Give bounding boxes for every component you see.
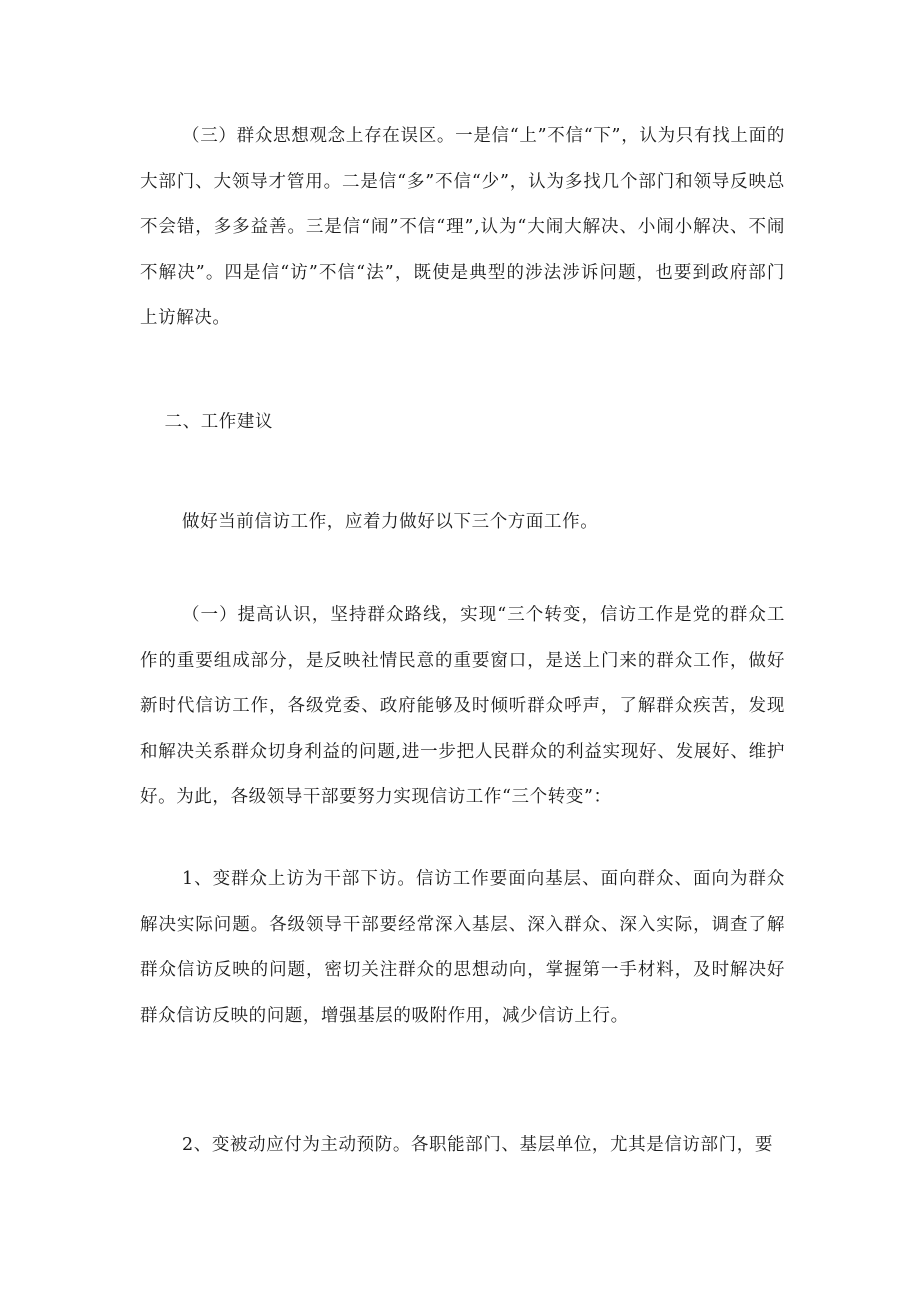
paragraph-raise-awareness: （一）提高认识，坚持群众路线，实现“三个转变，信访工作是党的群众工作的重要组成部分，是反映社情民意的重要窗口，是送上门来的群众工作，做好新时代信访工作，各级党委、政府能够及时倾听群众呼声，了解群众疾苦，发现和解决关系群众切身利益的问题,进一步把人民群众的利益实现好、发展好、维护好。为此，各级领导干部要努力实现信访工作“三个转变”：	[140, 605, 785, 807]
paragraph-mass-misconceptions: （三）群众思想观念上存在误区。一是信“上”不信“下”，认为只有找上面的大部门、大领导才管用。二是信“多”不信“少”，认为多找几个部门和领导反映总不会错，多多益善。三是信“闹”不信“理”,认为“大闹大解决、小闹小解决、不闹不解决”。四是信“访”不信“法”，既使是典型的涉法涉诉问题，也要到政府部门上访解决。	[140, 126, 785, 328]
paragraph-item-2: 2、变被动应付为主动预防。各职能部门、基层单位，尤其是信访部门，要	[182, 1135, 773, 1155]
paragraph-item-1: 1、变群众上访为干部下访。信访工作要面向基层、面向群众、面向为群众解决实际问题。各级领导干部要经常深入基层、深入群众、深入实际，调查了解群众信访反映的问题，密切关注群众的思想动向，掌握第一手材料，及时解决好群众信访反映的问题，增强基层的吸附作用，减少信访上行。	[140, 869, 785, 1026]
section-heading-work-suggestions: 二、工作建议	[164, 412, 274, 432]
paragraph-intro: 做好当前信访工作，应着力做好以下三个方面工作。	[182, 512, 599, 532]
